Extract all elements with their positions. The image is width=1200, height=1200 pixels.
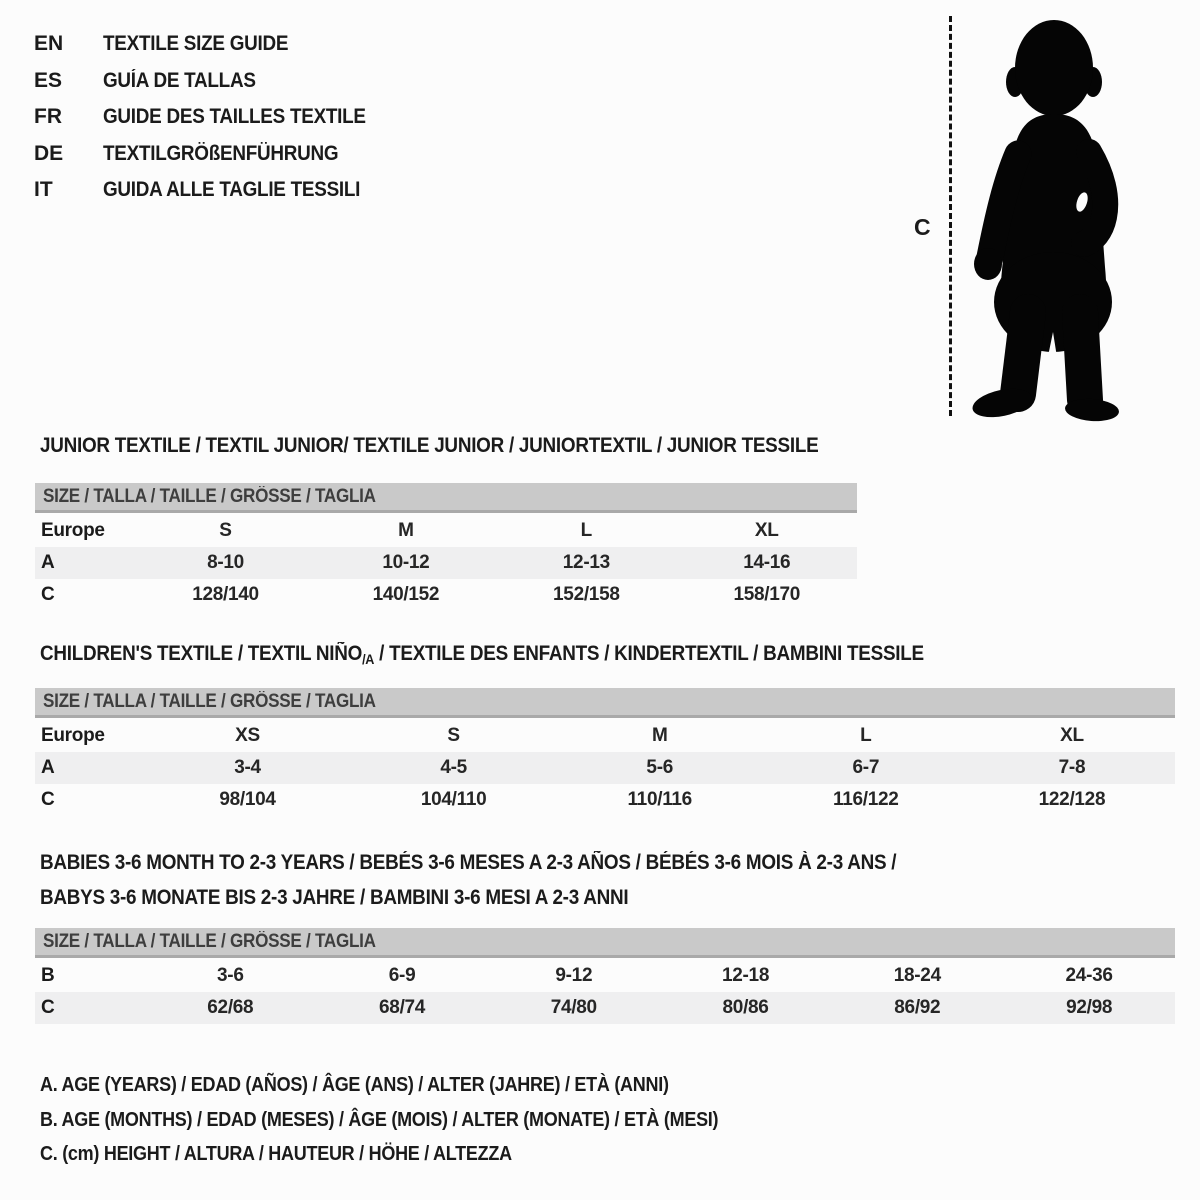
age-value-cell: 8-10 bbox=[135, 547, 315, 579]
section-title-babies-line2: BABYS 3-6 MONATE BIS 2-3 JAHRE / BAMBINI 3-6 MESI A 2-3 ANNI bbox=[40, 886, 629, 909]
size-value-cell: XS bbox=[235, 725, 260, 746]
row-label-cell: Europe bbox=[41, 725, 105, 746]
height-value-cell: 74/80 bbox=[488, 992, 660, 1024]
legend-line-a-text: A. AGE (YEARS) / EDAD (AÑOS) / ÂGE (ANS) / ALTER (JAHRE) / ETÀ (ANNI) bbox=[40, 1074, 669, 1096]
age-value-cell: 10-12 bbox=[316, 547, 496, 579]
section-title-junior bbox=[40, 434, 905, 458]
section-title-babies-line1: BABIES 3-6 MONTH TO 2-3 YEARS / BEBÉS 3-6 MESES A 2-3 AÑOS / BÉBÉS 3-6 MOIS À 2-3 ANS / bbox=[40, 851, 897, 874]
height-value-cell: 110/116 bbox=[627, 789, 692, 810]
height-value-cell: 116/122 bbox=[833, 789, 899, 810]
language-code: DE bbox=[34, 141, 64, 165]
age-value-cell: 5-6 bbox=[557, 752, 763, 784]
section-title-children-text: CHILDREN'S TEXTILE / TEXTIL NIÑO/A / TEXTILE DES ENFANTS / KINDERTEXTIL / BAMBINI TESSILE bbox=[40, 642, 924, 667]
children-table bbox=[35, 720, 1175, 816]
nino-a-subscript: /A bbox=[362, 651, 375, 667]
height-value-cell: 80/86 bbox=[660, 992, 832, 1024]
table-row-height-cm bbox=[35, 579, 857, 611]
size-header-bar bbox=[35, 928, 1175, 958]
height-value-cell: 86/92 bbox=[831, 992, 1003, 1024]
legend-line-c bbox=[40, 1137, 794, 1172]
height-value-cell: 98/104 bbox=[219, 789, 276, 810]
legend-line-b-text: B. AGE (MONTHS) / EDAD (MESES) / ÂGE (MOIS) / ALTER (MONATE) / ETÀ (MESI) bbox=[40, 1108, 719, 1131]
section-title-children bbox=[40, 642, 1022, 667]
age-value-cell: 6-9 bbox=[388, 965, 416, 986]
age-value-cell: 9-12 bbox=[555, 965, 593, 986]
legend bbox=[40, 1068, 794, 1172]
height-value-cell: 128/140 bbox=[192, 584, 259, 605]
size-header-text: SIZE / TALLA / TAILLE / GRÖSSE / TAGLIA bbox=[43, 486, 376, 507]
language-title: GUIDE DES TAILLES TEXTILE bbox=[103, 105, 366, 129]
height-value-cell: 92/98 bbox=[1003, 992, 1175, 1024]
language-row-fr bbox=[34, 99, 395, 136]
size-table-babies bbox=[35, 928, 1175, 1024]
language-title: GUIDA ALLE TAGLIE TESSILI bbox=[103, 178, 361, 202]
size-header-text: SIZE / TALLA / TAILLE / GRÖSSE / TAGLIA bbox=[43, 931, 376, 952]
height-value-cell: 122/128 bbox=[1038, 789, 1106, 810]
language-row-de bbox=[34, 136, 395, 173]
table-row-europe bbox=[35, 720, 1175, 752]
legend-line-a bbox=[40, 1068, 794, 1103]
size-value-cell: XL bbox=[754, 520, 779, 541]
height-value-cell: 140/152 bbox=[372, 584, 440, 605]
language-title: TEXTILGRÖßENFÜHRUNG bbox=[103, 141, 339, 165]
row-label-cell: A bbox=[35, 752, 144, 784]
row-label-cell: C bbox=[35, 992, 144, 1024]
height-value-cell: 158/170 bbox=[733, 584, 801, 605]
junior-table bbox=[35, 515, 857, 611]
table-row-age-years bbox=[35, 547, 857, 579]
toddler-silhouette-icon bbox=[966, 12, 1144, 422]
size-header-bar bbox=[35, 483, 857, 513]
table-row-europe bbox=[35, 515, 857, 547]
size-value-cell: M bbox=[651, 725, 668, 746]
language-row-en bbox=[34, 26, 395, 63]
height-value-cell: 68/74 bbox=[316, 992, 488, 1024]
language-code: ES bbox=[34, 68, 63, 92]
age-value-cell: 3-6 bbox=[217, 965, 244, 986]
table-row-age-years bbox=[35, 752, 1175, 784]
age-value-cell: 18-24 bbox=[893, 965, 941, 986]
age-value-cell: 3-4 bbox=[144, 752, 350, 784]
size-header-text: SIZE / TALLA / TAILLE / GRÖSSE / TAGLIA bbox=[43, 691, 376, 712]
legend-line-c-text: C. (cm) HEIGHT / ALTURA / HAUTEUR / HÖHE / ALTEZZA bbox=[40, 1143, 512, 1165]
size-table-junior bbox=[35, 483, 857, 611]
section-title-junior-text: JUNIOR TEXTILE / TEXTIL JUNIOR/ TEXTILE JUNIOR / JUNIORTEXTIL / JUNIOR TESSILE bbox=[40, 434, 819, 457]
size-header-bar bbox=[35, 688, 1175, 718]
age-value-cell: 4-5 bbox=[351, 752, 557, 784]
size-value-cell: L bbox=[860, 725, 872, 746]
language-list bbox=[34, 26, 395, 209]
age-value-cell: 6-7 bbox=[763, 752, 969, 784]
table-row-age-months bbox=[35, 960, 1175, 992]
row-label-cell: A bbox=[35, 547, 135, 579]
row-label-cell: C bbox=[41, 789, 55, 810]
language-code: IT bbox=[34, 178, 53, 202]
language-code: EN bbox=[34, 32, 64, 55]
row-label-cell: B bbox=[41, 965, 55, 986]
height-measure-dashed-line bbox=[949, 16, 952, 416]
age-value-cell: 7-8 bbox=[969, 752, 1175, 784]
size-value-cell: L bbox=[580, 520, 592, 541]
height-value-cell: 62/68 bbox=[144, 992, 316, 1024]
babies-table bbox=[35, 960, 1175, 1024]
row-label-cell: Europe bbox=[41, 520, 105, 541]
size-value-cell: S bbox=[219, 520, 232, 541]
size-table-children bbox=[35, 688, 1175, 816]
size-value-cell: M bbox=[398, 520, 414, 541]
age-value-cell: 12-13 bbox=[496, 547, 676, 579]
age-value-cell: 12-18 bbox=[722, 965, 770, 986]
age-value-cell: 14-16 bbox=[677, 547, 857, 579]
height-measure-label: C bbox=[914, 214, 931, 240]
language-title: TEXTILE SIZE GUIDE bbox=[103, 32, 289, 55]
section-title-babies bbox=[40, 845, 991, 915]
size-value-cell: S bbox=[447, 725, 460, 746]
size-value-cell: XL bbox=[1060, 725, 1084, 746]
table-row-height-cm bbox=[35, 992, 1175, 1024]
table-row-height-cm bbox=[35, 784, 1175, 816]
legend-line-b bbox=[40, 1103, 794, 1138]
age-value-cell: 24-36 bbox=[1065, 965, 1113, 986]
height-value-cell: 104/110 bbox=[420, 789, 487, 810]
language-title: GUÍA DE TALLAS bbox=[103, 68, 256, 92]
height-value-cell: 152/158 bbox=[553, 584, 620, 605]
language-code: FR bbox=[34, 105, 62, 129]
language-row-it bbox=[34, 172, 395, 209]
row-label-cell: C bbox=[41, 584, 55, 605]
language-row-es bbox=[34, 63, 395, 100]
